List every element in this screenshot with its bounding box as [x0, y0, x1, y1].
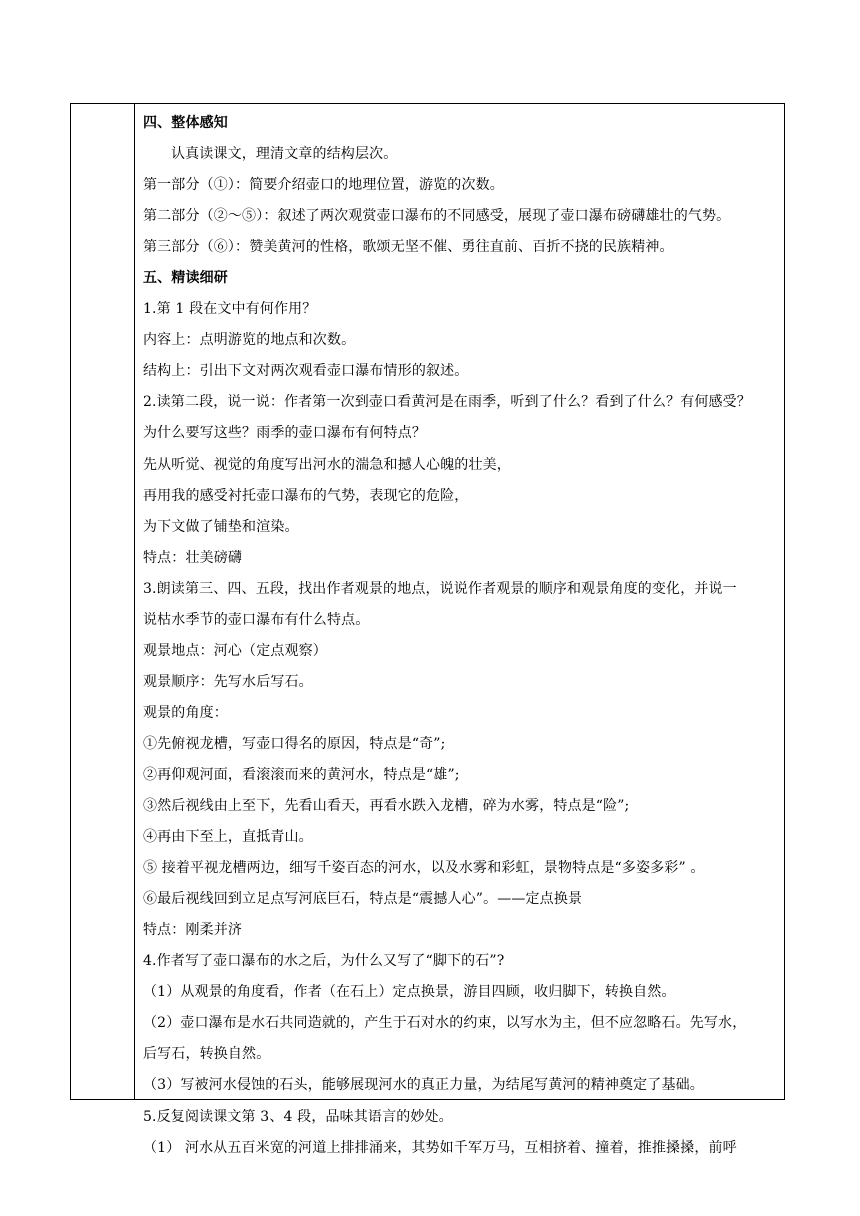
text-line: 再用我的感受衬托壶口瀑布的气势，表现它的危险，: [143, 487, 469, 504]
text-line: ④再由下至上，直抵青山。: [143, 829, 313, 846]
text-line: 2.读第二段，说一说：作者第一次到壶口看黄河是在雨季，听到了什么？看到了什么？有何感受？: [143, 394, 751, 411]
right-column: [135, 104, 784, 1156]
text-line: （3）写被河水侵蚀的石头，能够展现河水的真正力量，为结尾写黄河的精神奠定了基础。: [143, 1077, 704, 1094]
text-line: 1.第 1 段在文中有何作用？: [143, 301, 317, 318]
text-line: ③然后视线由上至下，先看山看天，再看水跌入龙槽，碎为水雾，特点是“险”;: [143, 798, 630, 815]
text-line: 观景顺序：先写水后写石。: [143, 673, 313, 690]
text-line: 特点：壮美磅礴: [143, 549, 243, 566]
text-line: 5.反复阅读课文第 3、4 段，品味其语言的妙处。: [143, 1108, 453, 1125]
section-heading-overall-perception: 四、整体感知: [143, 115, 228, 131]
text-line: 结构上：引出下文对两次观看壶口瀑布情形的叙述。: [143, 363, 469, 380]
text-line: ⑥最后视线回到立足点写河底巨石，特点是“震撼人心”。——定点换景: [143, 891, 583, 908]
text-line: ②再仰观河面，看滚滚而来的黄河水，特点是“雄”;: [143, 766, 460, 783]
text-line: ⑤ 接着平视龙槽两边，细写千姿百态的河水，以及水雾和彩虹，景物特点是“多姿多彩” 。: [143, 860, 705, 877]
text-line: 说枯水季节的壶口瀑布有什么特点。: [143, 611, 370, 628]
text-line: 为什么要写这些？雨季的壶口瀑布有何特点？: [143, 425, 426, 442]
content-table: [70, 103, 785, 1156]
text-line: 4.作者写了壶口瀑布的水之后，为什么又写了“脚下的石”?: [143, 953, 505, 970]
structure-part-2: 第二部分（②～⑤）：叙述了两次观赏壶口瀑布的不同感受，展现了壶口瀑布磅礴雄壮的气势。: [143, 208, 731, 225]
structure-part-1: 第一部分（①）：简要介绍壶口的地理位置，游览的次数。: [143, 177, 504, 194]
text-line: 观景的角度：: [143, 704, 228, 721]
text-line: 后写石，转换自然。: [143, 1046, 271, 1063]
text-line: 内容上：点明游览的地点和次数。: [143, 332, 356, 349]
text-line: 观景地点：河心（定点观察）: [143, 642, 327, 659]
structure-part-3: 第三部分（⑥）：赞美黄河的性格，歌颂无坚不催、勇往直前、百折不挠的民族精神。: [143, 239, 674, 256]
section-heading-close-reading: 五、精读细研: [143, 270, 228, 287]
text-line: 特点：刚柔并济: [143, 922, 243, 939]
left-column: [71, 104, 135, 1099]
text-line: （2）壶口瀑布是水石共同造就的，产生于石对水的约束，以写水为主，但不应忽略石。先写水，: [143, 1015, 747, 1032]
text-line: 3.朗读第三、四、五段，找出作者观景的地点，说说作者观景的顺序和观景角度的变化，并说一: [143, 580, 737, 597]
instruction-line: 认真读课文，理清文章的结构层次。: [171, 146, 398, 163]
text-line: 为下文做了铺垫和渲染。: [143, 518, 299, 535]
text-line: 先从听觉、视觉的角度写出河水的湍急和撼人心魄的壮美，: [143, 456, 511, 473]
text-block: [143, 108, 783, 1164]
text-line: （1）从观景的角度看，作者（在石上）定点换景，游目四顾，收归脚下，转换自然。: [143, 984, 676, 1001]
text-line: （1） 河水从五百米宽的河道上排排涌来，其势如千军万马，互相挤着、撞着，推推搡搡，前呼: [143, 1139, 737, 1156]
text-line: ①先俯视龙槽，写壶口得名的原因，特点是“奇”;: [143, 735, 446, 752]
